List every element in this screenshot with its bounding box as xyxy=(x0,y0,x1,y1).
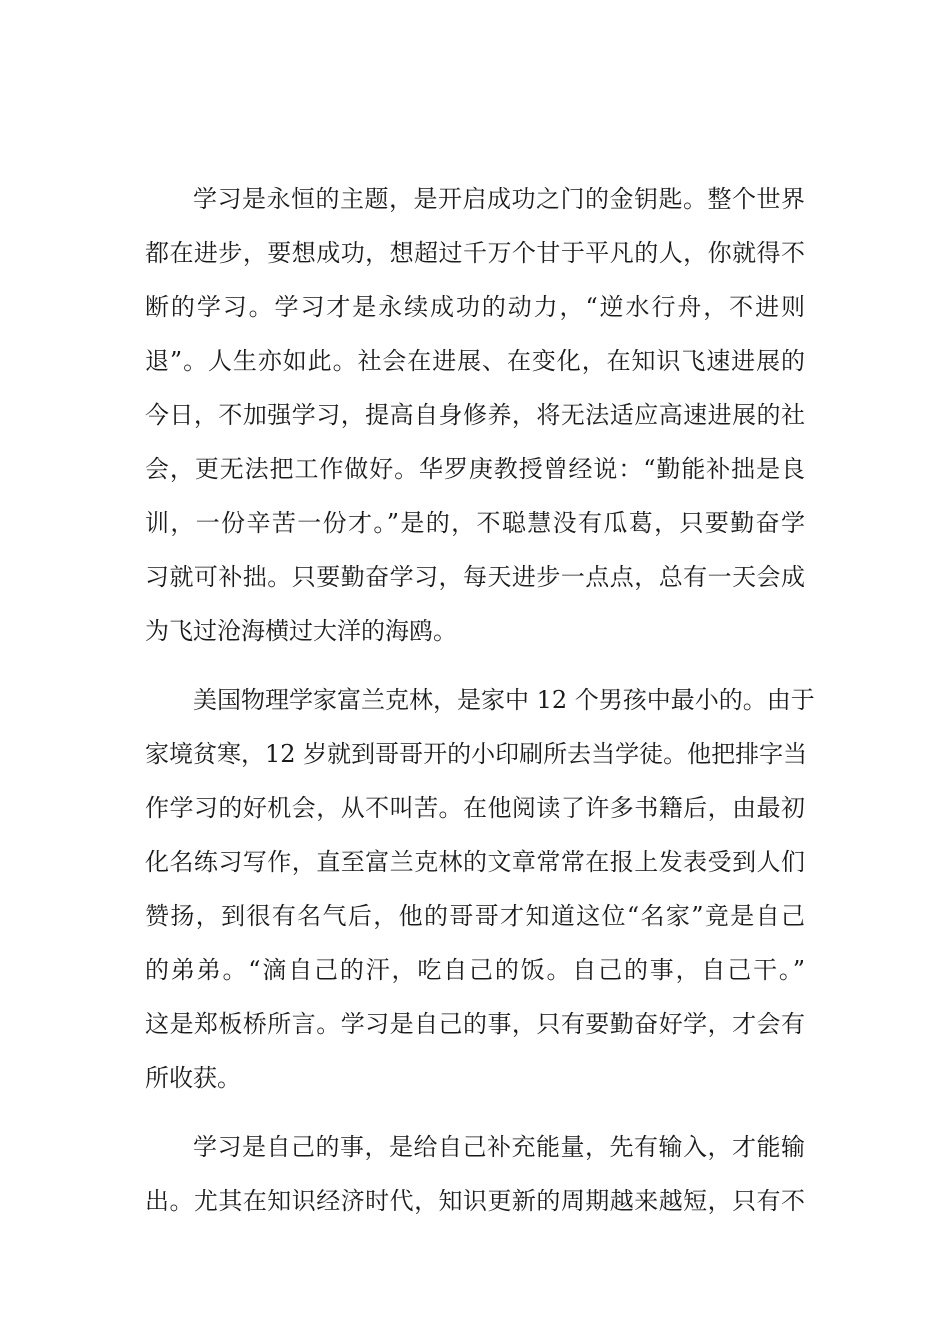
text-line: 美国物理学家富兰克林，是家中 12 个男孩中最小的。由于 xyxy=(193,686,815,714)
text-line: 出。尤其在知识经济时代，知识更新的周期越来越短，只有不 xyxy=(145,1187,805,1215)
text-line: 为飞过沧海横过大洋的海鸥。 xyxy=(145,617,457,645)
text-line: 家境贫寒，12 岁就到哥哥开的小印刷所去当学徒。他把排字当 xyxy=(145,740,808,768)
text-line: 赞扬，到很有名气后，他的哥哥才知道这位“名家”竟是自己 xyxy=(145,902,805,930)
text-line: 作学习的好机会，从不叫苦。在他阅读了许多书籍后，由最初 xyxy=(145,794,805,822)
text-line: 学习是自己的事，是给自己补充能量，先有输入，才能输 xyxy=(193,1133,805,1161)
text-line: 会，更无法把工作做好。华罗庚教授曾经说：“勤能补拙是良 xyxy=(145,455,805,483)
text-line: 今日，不加强学习，提高自身修养，将无法适应高速进展的社 xyxy=(145,401,805,429)
text-line: 化名练习写作，直至富兰克林的文章常常在报上发表受到人们 xyxy=(145,848,805,876)
text-line: 都在进步，要想成功，想超过千万个甘于平凡的人，你就得不 xyxy=(145,239,805,267)
text-line: 这是郑板桥所言。学习是自己的事，只有要勤奋好学，才会有 xyxy=(145,1010,805,1038)
text-line: 断的学习。学习才是永续成功的动力，“逆水行舟，不进则 xyxy=(145,293,805,321)
text-line: 的弟弟。“滴自己的汗，吃自己的饭。自己的事，自己干。” xyxy=(145,956,805,984)
text-line: 学习是永恒的主题，是开启成功之门的金钥匙。整个世界 xyxy=(193,185,805,213)
text-line: 习就可补拙。只要勤奋学习，每天进步一点点，总有一天会成 xyxy=(145,563,805,591)
text-line: 退”。人生亦如此。社会在进展、在变化，在知识飞速进展的 xyxy=(145,347,805,375)
text-line: 训，一份辛苦一份才。”是的，不聪慧没有瓜葛，只要勤奋学 xyxy=(145,509,805,537)
text-line: 所收获。 xyxy=(145,1064,241,1092)
